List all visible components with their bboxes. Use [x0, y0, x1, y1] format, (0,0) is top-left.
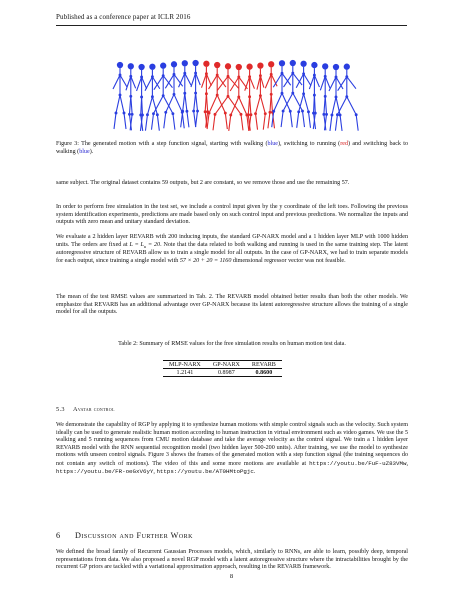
joint-dot — [335, 96, 337, 98]
limb-segment — [147, 97, 152, 115]
figure-head — [258, 63, 263, 68]
limb-segment — [271, 94, 272, 112]
limb-segment — [225, 113, 227, 129]
video-link-2[interactable]: https://youtu.be/FR-oeGxV6yY — [56, 468, 154, 475]
joint-dot — [281, 92, 283, 94]
joint-dot — [184, 72, 186, 74]
joint-dot — [255, 113, 257, 115]
joint-dot — [282, 110, 284, 112]
limb-segment — [209, 95, 217, 113]
figure-head — [269, 62, 274, 67]
limb-segment — [126, 76, 131, 90]
caption-walk-label: blue — [267, 141, 278, 147]
limb-segment — [165, 74, 174, 88]
video-link-3[interactable]: https://youtu.be/AT0HMtoPgjc — [156, 468, 254, 475]
value-gp-narx: 0.8987 — [207, 369, 246, 377]
limb-segment — [256, 96, 261, 114]
limb-segment — [137, 77, 142, 91]
joint-dot — [273, 110, 275, 112]
joint-dot — [195, 72, 197, 74]
joint-dot — [303, 73, 305, 75]
limb-segment — [213, 114, 215, 130]
table-row — [163, 369, 282, 377]
joint-dot — [313, 112, 315, 114]
figure-head — [236, 64, 241, 69]
limb-segment — [283, 93, 293, 111]
header-revarb: REVARB — [246, 361, 282, 369]
figure-head — [171, 62, 176, 67]
joint-dot — [162, 95, 164, 97]
joint-dot — [123, 112, 125, 114]
limb-segment — [145, 115, 147, 131]
figure-3-caption: Figure 3: The generated motion with a step function signal, starting with walking (blue), switching to running (red) and switching back to walking (blue). — [56, 141, 409, 155]
limb-segment — [309, 75, 314, 89]
limb-segment — [314, 95, 315, 113]
limb-segment — [332, 97, 336, 115]
joint-dot — [165, 111, 167, 113]
limb-segment — [191, 73, 196, 87]
motion-frame-run — [229, 64, 249, 131]
limb-segment — [113, 75, 120, 89]
limb-segment — [194, 93, 196, 111]
joint-dot — [129, 113, 131, 115]
limb-segment — [131, 76, 136, 88]
limb-segment — [229, 115, 231, 131]
paragraph-results: The mean of the test RMSE values are summarized in Tab. 2. The REVARB model obtained better results than both the other models. We emphasize that REVARB has an additional advantage over GP-NARX because its latent autoregressive structure allows the training of a single model for all the outputs. — [56, 294, 408, 315]
table-2-caption: Table 2: Summary of RMSE values for the free simulation results on human motion test data. — [118, 341, 346, 347]
joint-dot — [324, 95, 326, 97]
joint-dot — [289, 110, 291, 112]
figure-head — [128, 64, 133, 69]
paragraph-free-simulation: In order to perform free simulation in the test set, we include a control input given by the y coordinate of the left toes. Following the previous system identification experiments, predictions are made based only on such control input and previous predictions. We normalize the inputs and outputs with zero mean and unitary standard deviation. — [56, 204, 408, 225]
figure-head — [182, 61, 187, 66]
joint-dot — [292, 72, 294, 74]
motion-frame-walk — [281, 60, 304, 127]
joint-dot — [302, 110, 304, 112]
limb-segment — [120, 75, 127, 87]
joint-dot — [249, 76, 251, 78]
joint-dot — [238, 76, 240, 78]
limb-segment — [215, 96, 228, 114]
limb-segment — [335, 115, 337, 131]
joint-dot — [140, 114, 142, 116]
header-gp-narx: GP-NARX — [207, 361, 246, 369]
motion-frame-walk — [137, 64, 147, 131]
joint-dot — [238, 96, 240, 98]
motion-frame-run — [207, 62, 227, 129]
joint-dot — [193, 110, 195, 112]
joint-dot — [292, 92, 294, 94]
paragraph-evaluation: We evaluate a 2 hidden layer REVARB with 200 inducing inputs, the standard GP-NARX model and a 1 hidden layer MLP with 1000 hidden units. The orders are fixed at $L = L_u = 20$. Note that the data related to both walking and running is used in the same training step. The latent autoregressive structure of REVARB allow us to train a single model for all outputs. In the case of GP-NARX, we had to train separate models for each output, since training a single model with 57 × 20 + 20 = 1160 dimensional regressor vector was not feasible. — [56, 234, 408, 264]
motion-frame-walk — [329, 64, 343, 131]
joint-dot — [206, 93, 208, 95]
figure-head — [225, 64, 230, 69]
joint-dot — [314, 74, 316, 76]
limb-segment — [206, 74, 211, 86]
limb-segment — [304, 94, 309, 112]
motion-frame-walk — [151, 63, 174, 130]
joint-dot — [141, 76, 143, 78]
limb-segment — [281, 111, 283, 127]
limb-segment — [151, 114, 153, 130]
joint-dot — [264, 113, 266, 115]
paragraph-dataset: same subject. The original dataset contains 59 outputs, but 2 are constant, so we remove those and use the remaining 57. — [56, 180, 350, 186]
limb-segment — [308, 112, 310, 128]
joint-dot — [153, 113, 155, 115]
joint-dot — [249, 96, 251, 98]
limb-segment — [330, 115, 332, 131]
limb-segment — [337, 97, 346, 115]
joint-dot — [240, 113, 242, 115]
joint-dot — [250, 114, 252, 116]
joint-dot — [119, 94, 121, 96]
joint-dot — [156, 114, 158, 116]
limb-segment — [241, 114, 243, 130]
figure-head — [193, 60, 198, 65]
limb-segment — [116, 95, 120, 113]
limb-segment — [173, 114, 175, 130]
video-link-1[interactable]: https://youtu.be/FuF-uZ83VMw — [309, 459, 407, 467]
paragraph-discussion: We defined the broad family of Recurrent Gaussian Processes models, which, similarly to RNNs, are able to learn, possibly deep, temporal representations from data. We also proposed a novel RGP model with a latent autoregressive structure where the intractabilities brought by the recurrent GP priors are tackled with a variational approximation approach, resulting in the REVARB framework. — [56, 549, 408, 570]
limb-segment — [324, 96, 325, 114]
joint-dot — [260, 75, 262, 77]
joint-dot — [197, 110, 199, 112]
limb-segment — [202, 74, 207, 88]
figure-3-motion-frames — [110, 55, 360, 135]
figure-head — [161, 63, 166, 68]
joint-dot — [204, 111, 206, 113]
joint-dot — [195, 92, 197, 94]
limb-segment — [196, 93, 198, 111]
limb-segment — [265, 74, 271, 88]
paragraph-avatar-control: We demonstrate the capability of RGP by applying it to synthesize human motions with simple control signals such as the velocity. Such system ideally can be used to generate realistic human motion according to human instruction in virtual environment such as video games. We use the 5 walking and 5 running sequences from CMU motion database and take the average velocity as the control signal. We train a 1 hidden layer REVARB model with the RNN sequential recognition model (two hidden layer 500-200 units). After training, we use the model to synthesize motions with unseen control signals. Figure 3 shows the frames of the generated motion with a step function signal (the training sequences do not contain any switch of motions). The video of this and some more motions are available at https://youtu.be/FuF-uZ83VMw, https://youtu.be/FR-oeGxV6yY, https://youtu.be/AT0HMtoPgjc. — [56, 422, 408, 475]
joint-dot — [260, 95, 262, 97]
figure-head — [117, 62, 122, 67]
limb-segment — [304, 74, 311, 86]
limb-segment — [230, 77, 239, 91]
motion-frame-run — [245, 64, 255, 131]
limb-segment — [183, 93, 185, 111]
limb-segment — [185, 93, 187, 111]
joint-dot — [331, 114, 333, 116]
joint-dot — [152, 96, 154, 98]
joint-dot — [323, 113, 325, 115]
limb-segment — [347, 77, 356, 89]
motion-frame-walk — [126, 64, 136, 131]
joint-dot — [208, 112, 210, 114]
joint-dot — [227, 95, 229, 97]
joint-dot — [298, 111, 300, 113]
running-header: Published as a conference paper at ICLR 2016 — [56, 13, 191, 21]
joint-dot — [152, 76, 154, 78]
limb-segment — [163, 96, 173, 114]
limb-segment — [329, 77, 336, 91]
joint-dot — [173, 93, 175, 95]
limb-segment — [297, 112, 299, 128]
figure-head — [150, 64, 155, 69]
limb-segment — [290, 111, 292, 127]
joint-dot — [346, 76, 348, 78]
joint-dot — [184, 92, 186, 94]
joint-dot — [216, 74, 218, 76]
limb-segment — [325, 76, 330, 88]
figure-head — [204, 61, 209, 66]
limb-segment — [141, 97, 142, 115]
caption-run-label: red — [340, 141, 348, 147]
motion-frame-run — [265, 62, 277, 129]
limb-segment — [124, 113, 126, 129]
rmse-table — [163, 360, 282, 377]
joint-dot — [172, 113, 174, 115]
limb-segment — [340, 115, 342, 131]
limb-segment — [164, 112, 166, 128]
motion-frame-walk — [113, 62, 127, 129]
figure-head — [312, 62, 317, 67]
joint-dot — [355, 114, 357, 116]
limb-segment — [163, 76, 172, 88]
joint-dot — [206, 73, 208, 75]
figure-head — [344, 64, 349, 69]
joint-dot — [335, 76, 337, 78]
limb-segment — [284, 73, 293, 87]
header-rule — [56, 25, 407, 26]
limb-segment — [250, 77, 255, 89]
joint-dot — [119, 74, 121, 76]
joint-dot — [227, 75, 229, 77]
joint-dot — [182, 110, 184, 112]
joint-dot — [141, 96, 143, 98]
limb-segment — [145, 77, 152, 91]
joint-dot — [270, 73, 272, 75]
figure-head — [323, 64, 328, 69]
joint-dot — [303, 93, 305, 95]
figure-head — [215, 62, 220, 67]
joint-dot — [230, 114, 232, 116]
motion-frame-walk — [191, 60, 200, 127]
limb-segment — [181, 111, 183, 127]
limb-segment — [263, 114, 265, 130]
limb-segment — [271, 74, 277, 86]
motion-frame-run — [255, 63, 267, 130]
value-revarb: 0.8600 — [246, 369, 282, 377]
joint-dot — [115, 112, 117, 114]
limb-segment — [187, 111, 189, 127]
joint-dot — [130, 95, 132, 97]
limb-segment — [205, 94, 206, 112]
joint-dot — [326, 113, 328, 115]
joint-dot — [147, 114, 149, 116]
joint-dot — [216, 94, 218, 96]
limb-segment — [268, 112, 270, 128]
page-number: 8 — [229, 573, 234, 580]
limb-segment — [274, 93, 282, 111]
header-mlp-narx: MLP-NARX — [163, 361, 207, 369]
joint-dot — [186, 110, 188, 112]
figure-head — [290, 60, 295, 65]
limb-segment — [302, 111, 304, 127]
joint-dot — [131, 113, 133, 115]
limb-segment — [194, 111, 196, 127]
joint-dot — [314, 94, 316, 96]
figure-head — [279, 61, 284, 66]
limb-segment — [129, 96, 130, 114]
joint-dot — [214, 113, 216, 115]
joint-dot — [324, 75, 326, 77]
joint-dot — [281, 72, 283, 74]
limb-segment — [185, 73, 191, 85]
motion-frame-walk — [179, 61, 192, 128]
limb-segment — [260, 96, 265, 114]
limb-segment — [256, 114, 258, 130]
limb-segment — [296, 74, 303, 88]
section-6-heading: 6 Discussion and Further Work — [56, 531, 194, 540]
limb-segment — [282, 93, 290, 111]
joint-dot — [162, 75, 164, 77]
motion-frame-walk — [320, 64, 330, 131]
joint-dot — [270, 93, 272, 95]
limb-segment — [248, 97, 249, 115]
limb-segment — [347, 97, 356, 115]
figure-head — [247, 64, 252, 69]
limb-segment — [120, 95, 124, 113]
motion-frame-walk — [309, 62, 319, 129]
limb-segment — [174, 94, 182, 112]
figure-head — [301, 61, 306, 66]
limb-segment — [157, 115, 159, 131]
limb-segment — [196, 73, 201, 85]
joint-dot — [224, 112, 226, 114]
motion-frame-walk — [335, 64, 358, 131]
limb-segment — [320, 76, 325, 90]
motion-frames-svg — [110, 55, 360, 135]
joint-dot — [346, 96, 348, 98]
limb-segment — [356, 115, 358, 131]
caption-walk-label-2: blue — [79, 148, 90, 155]
section-5-3-heading: 5.3 Avatar control — [56, 406, 115, 413]
limb-segment — [336, 97, 340, 115]
joint-dot — [337, 114, 339, 116]
limb-segment — [314, 75, 319, 87]
motion-frame-run — [202, 61, 212, 128]
limb-segment — [114, 113, 116, 129]
joint-dot — [269, 111, 271, 113]
limb-segment — [142, 77, 147, 89]
figure-head — [139, 64, 144, 69]
figure-head — [333, 64, 338, 69]
joint-dot — [308, 111, 310, 113]
joint-dot — [130, 75, 132, 77]
limb-segment — [231, 97, 239, 115]
value-mlp-narx: 1.2141 — [163, 369, 207, 377]
joint-dot — [247, 114, 249, 116]
joint-dot — [173, 73, 175, 75]
joint-dot — [339, 114, 341, 116]
table-header-row — [163, 361, 282, 369]
